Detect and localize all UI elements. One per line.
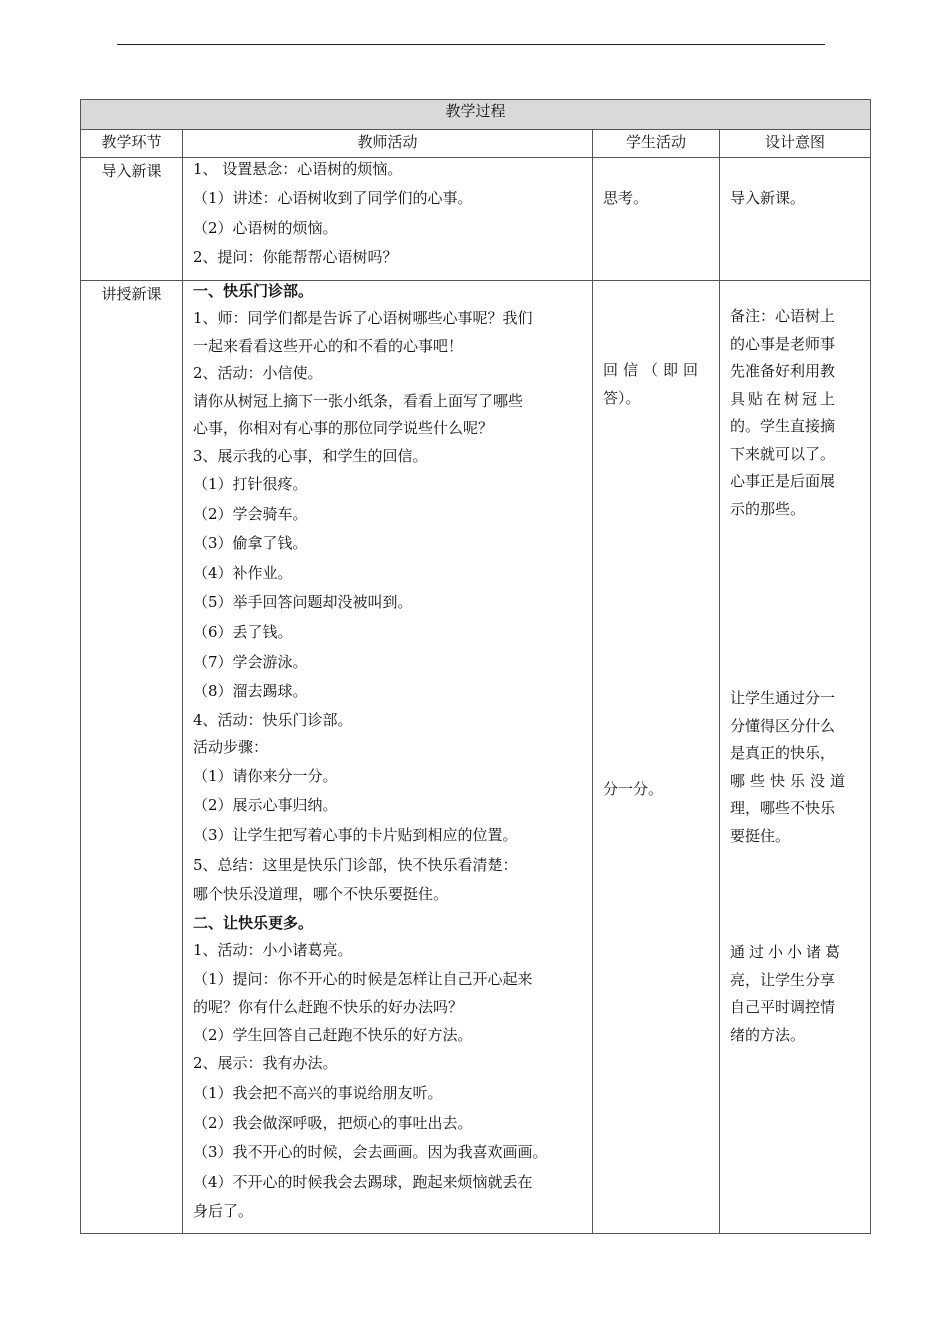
intent-line: 要挺住。 xyxy=(730,826,791,845)
intent-line: 哪些快乐没道 xyxy=(730,771,851,790)
header-rule xyxy=(117,44,825,45)
intent-line: 自己平时调控情 xyxy=(730,998,836,1016)
teacher-cell xyxy=(183,281,593,1234)
teacher-line: 一起来看看这些开心的和不看的心事吧！ xyxy=(193,336,464,355)
teacher-line: 3、展示我的心事，和学生的回信。 xyxy=(193,446,428,465)
intent-line: 具贴在树冠上 xyxy=(730,389,839,408)
teacher-line: 哪个快乐没道理，哪个不快乐要挺住。 xyxy=(193,885,449,904)
teacher-line: 5、总结：这里是快乐门诊部，快不快乐看清楚： xyxy=(193,855,518,874)
student-line: 回信（即回 xyxy=(603,361,704,379)
table-title: 教学过程 xyxy=(81,100,871,130)
stage-label: 讲授新课 xyxy=(101,285,162,303)
teacher-line: （2）我会做深呼吸，把烦心的事吐出去。 xyxy=(193,1113,473,1132)
intent-line: 导入新课。 xyxy=(730,189,806,207)
section-heading: 二、让快乐更多。 xyxy=(193,913,314,932)
teacher-line: 1、活动：小小诸葛亮。 xyxy=(193,941,353,960)
student-cell xyxy=(593,158,720,281)
intent-line: 的。学生直接摘 xyxy=(730,417,836,435)
intent-cell xyxy=(720,281,871,1234)
student-line: 思考。 xyxy=(603,189,649,207)
teacher-line: 的呢？你有什么赶跑不快乐的好办法吗？ xyxy=(193,998,464,1017)
stage-cell xyxy=(81,158,183,281)
intent-cell xyxy=(720,158,871,281)
intent-line: 备注：心语树上 xyxy=(730,307,836,325)
teacher-line: 心事，你相对有心事的那位同学说些什么呢？ xyxy=(193,419,494,437)
table-row xyxy=(81,158,871,281)
header-student-activity: 学生活动 xyxy=(593,130,720,158)
intent-line: 亮，让学生分享 xyxy=(730,970,836,989)
header-teacher-activity: 教师活动 xyxy=(183,130,593,158)
student-cell xyxy=(593,281,720,1234)
table-row xyxy=(81,281,871,1234)
student-line: 答）。 xyxy=(603,388,641,407)
intent-line: 通过小小诸葛 xyxy=(730,943,845,961)
intent-line: 是真正的快乐， xyxy=(730,744,836,762)
teacher-line: （1）打针很疼。 xyxy=(193,475,308,493)
teacher-line: （6）丢了钱。 xyxy=(193,622,293,641)
teacher-line: （1）我会把不高兴的事说给朋友听。 xyxy=(193,1083,443,1102)
header-stage: 教学环节 xyxy=(81,130,183,158)
teacher-line: 2、展示：我有办法。 xyxy=(193,1054,338,1073)
teacher-line: （2）学生回答自己赶跑不快乐的好方法。 xyxy=(193,1025,473,1044)
teacher-line: （8）溜去踢球。 xyxy=(193,682,308,701)
teaching-process-table xyxy=(80,99,871,1234)
intent-line: 示的那些。 xyxy=(730,499,806,518)
teacher-line: 1、 设置悬念：心语树的烦恼。 xyxy=(193,160,403,178)
teacher-line: 2、活动：小信使。 xyxy=(193,364,323,382)
student-line: 分一分。 xyxy=(603,780,664,798)
teacher-line: （5）举手回答问题却没被叫到。 xyxy=(193,593,413,612)
teacher-line: （1）讲述：心语树收到了同学们的心事。 xyxy=(193,189,473,207)
teacher-line: （3）偷拿了钱。 xyxy=(193,534,308,553)
teacher-line: （4）补作业。 xyxy=(193,563,293,582)
teacher-line: 活动步骤： xyxy=(193,738,269,757)
intent-line: 下来就可以了。 xyxy=(730,444,836,463)
intent-line: 绪的方法。 xyxy=(730,1025,806,1044)
intent-line: 让学生通过分一 xyxy=(730,689,836,707)
intent-line: 理，哪些不快乐 xyxy=(730,799,836,817)
intent-line: 分懂得区分什么 xyxy=(730,716,836,735)
stage-label: 导入新课 xyxy=(101,162,162,180)
teacher-line: （1）请你来分一分。 xyxy=(193,766,338,785)
teacher-cell xyxy=(183,158,593,281)
teacher-line: 4、活动：快乐门诊部。 xyxy=(193,710,353,729)
section-heading: 一、快乐门诊部。 xyxy=(193,282,314,300)
teacher-line: 2、提问：你能帮帮心语树吗？ xyxy=(193,248,398,267)
teacher-line: （4）不开心的时候我会去踢球，跑起来烦恼就丢在 xyxy=(193,1172,533,1191)
teacher-line: （7）学会游泳。 xyxy=(193,652,308,671)
teacher-line: （3）让学生把写着心事的卡片贴到相应的位置。 xyxy=(193,825,518,844)
intent-line: 先准备好利用教 xyxy=(730,362,836,380)
stage-cell xyxy=(81,281,183,1234)
teacher-line: （2）心语树的烦恼。 xyxy=(193,218,338,237)
teacher-line: （3）我不开心的时候，会去画画。因为我喜欢画画。 xyxy=(193,1143,548,1162)
teacher-line: （2）学会骑车。 xyxy=(193,504,308,523)
teacher-line: 请你从树冠上摘下一张小纸条，看看上面写了哪些 xyxy=(193,391,524,410)
teacher-line: 身后了。 xyxy=(193,1202,254,1221)
teacher-line: （2）展示心事归纳。 xyxy=(193,796,338,815)
teacher-line: 1、师：同学们都是告诉了心语树哪些心事呢？我们 xyxy=(193,309,533,327)
teacher-line: （1）提问：你不开心的时候是怎样让自己开心起来 xyxy=(193,969,533,988)
intent-line: 的心事是老师事 xyxy=(730,334,836,353)
header-design-intent: 设计意图 xyxy=(720,130,871,158)
intent-line: 心事正是后面展 xyxy=(730,472,836,490)
